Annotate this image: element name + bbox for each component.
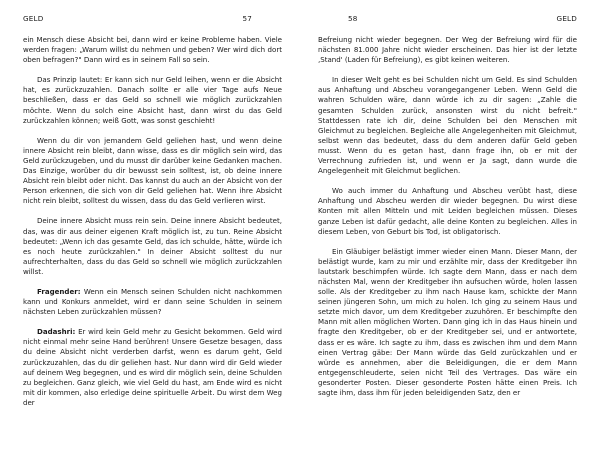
dialogue-paragraph xyxy=(23,287,282,317)
right-page xyxy=(318,0,577,465)
page-number: 58 xyxy=(348,14,358,23)
speaker-label: Dadashri: xyxy=(37,327,76,337)
left-page xyxy=(23,0,282,465)
paragraph: Befreiung nicht wieder begegnen. Der Weg der Befreiung wird für die nächsten 81.000 Jahre nicht wieder erscheinen. Das hier ist der letzte ‚Stand' (Laden für Befreiung), es gibt keinen weiteren. xyxy=(318,35,577,65)
right-page-header xyxy=(318,14,577,25)
paragraph: Deine innere Absicht muss rein sein. Deine innere Absicht bedeutet, das, was dir aus deiner eigenen Kraft möglich ist, zu tun. Reine Absicht bedeutet: „Wenn ich das gesamte Geld, das ich schulde, hätte, würde ich es noch heute zurückzahlen." In deiner Absicht solltest du nur aufrechterhalten, dass du das Geld so schnell wie möglich zurückzahlen willst. xyxy=(23,216,282,276)
speaker-label: Fragender: xyxy=(37,286,81,296)
paragraph: Das Prinzip lautet: Er kann sich nur Geld leihen, wenn er die Absicht hat, es zurückzuzahlen. Danach sollte er alle vier Tage aufs Neue beschließen, dass er das Geld so schnell wie möglich zurückzahlen möchte. Wenn du solch eine Absicht hast, dann wirst du das Geld zurückzahlen können; weiß Gott, was sonst geschieht! xyxy=(23,75,282,125)
paragraph: In dieser Welt geht es bei Schulden nicht um Geld. Es sind Schulden aus Anhaftung und Abscheu vorangegangener Leben. Wenn Geld die wahren Schulden wäre, dann würde ich zu dir sagen: „Zahle die gesamten Schulden zurück, ansonsten wirst du nicht befreit." Stattdessen rate ich dir, deine Schulden bei den Menschen mit Gleichmut zu begleichen. Begleiche alle Angelegenheiten mit Gleichmut, selbst wenn das bedeutet, dass du dem anderen dafür Geld geben musst. Wenn du es getan hast, dann frage ihn, ob er mit der Verrechnung zufrieden ist, und wenn er Ja sagt, dann wurde die Angelegenheit mit Gleichmut beglichen. xyxy=(318,75,577,176)
dialogue-paragraph xyxy=(23,327,282,408)
paragraph: Wo auch immer du Anhaftung und Abscheu verübt hast, diese Anhaftung und Abscheu werden dir wieder begegnen. Du wirst diese Konten mit allen Mitteln und mit Leiden begleichen müssen. Dieses ganze Leben ist dafür gedacht, alle deine Konten zu begleichen. Alles in diesem Leben, von Geburt bis Tod, ist obligatorisch. xyxy=(318,186,577,236)
running-head: GELD xyxy=(556,14,577,23)
dialogue-text: Wenn ein Mensch seinen Schulden nicht nachkommen kann und Konkurs anmeldet, wird er dann seine Schulden in seinem nächsten Leben zurückzahlen müssen? xyxy=(23,286,282,317)
left-page-header xyxy=(23,14,282,25)
running-head: GELD xyxy=(23,14,44,23)
page-number: 57 xyxy=(242,14,252,23)
right-page-body xyxy=(318,35,577,398)
paragraph: Wenn du dir von jemandem Geld geliehen hast, und wenn deine innere Absicht rein bleibt, dann wisse, dass es dir möglich sein wird, das Geld zurückzugeben, und du musst dir darüber keine Gedanken machen. Das Einzige, worüber du dir bewusst sein solltest, ist, ob deine innere Absicht rein bleibt oder nicht. Das kannst du auch an der Absicht von der Person erkennen, die sich von dir Geld geliehen hat. Wenn ihre Absicht nicht rein bleibt, solltest du wissen, dass du das Geld verlieren wirst. xyxy=(23,135,282,206)
left-page-body xyxy=(23,35,282,408)
dialogue-text: Er wird kein Geld mehr zu Gesicht bekommen. Geld wird nicht einmal mehr seine Hand berühren! Unsere Gesetze besagen, dass du deine Absicht nicht verderben darfst, wenn es darum geht, Geld zurückzuzahlen, das du dir geliehen hast. Nur dann wird dir Geld wieder auf deinem Weg begegnen, und es wird dir möglich sein, deine Schulden zu begleichen. Ganz gleich, wie viel Geld du hast, am Ende wird es nicht mit dir kommen, also erledige deine spirituelle Arbeit. Du wirst dem Weg der xyxy=(23,327,283,407)
paragraph: Ein Gläubiger belästigt immer wieder einen Mann. Dieser Mann, der belästigt wurde, kam zu mir und erzählte mir, dass der Kreditgeber ihn lautstark beschimpfen würde. Ich sagte dem Mann, dass er nach dem nächsten Mal, wenn der Kreditgeber ihn aufsuchen würde, holen lassen solle. Als der Kreditgeber zu ihm nach Hause kam, schickte der Mann seinen jüngeren Sohn, um mich zu holen. Ich ging zu seinem Haus und setzte mich davor, um dem Kreditgeber zuzuhören. Er beschimpfte den Mann mit allen möglichen Worten. Dann ging ich in das Haus hinein und fragte den Kreditgeber, ob er der Kreditgeber sei, und er antwortete, dass er es wäre. Ich sagte zu ihm, dass es zwischen ihm und dem Mann einen Vertrag gäbe: Der Mann würde das Geld zurückzahlen und er würde es annehmen, aber die Beleidigungen, die er dem Mann entgegenschleuderte, seien nicht Teil des Vertrages. Das wäre ein gesonderter Posten. Dieser gesonderte Posten hätte einen Preis. Ich sagte ihm, dass ihm für jeden beleidigenden Satz, den er xyxy=(318,246,577,397)
paragraph: ein Mensch diese Absicht bei, dann wird er keine Probleme haben. Viele werden fragen: „Warum willst du nehmen und geben? Wer wird dich dort oben befragen?" Dann wird es in seinem Fall so sein. xyxy=(23,35,282,65)
